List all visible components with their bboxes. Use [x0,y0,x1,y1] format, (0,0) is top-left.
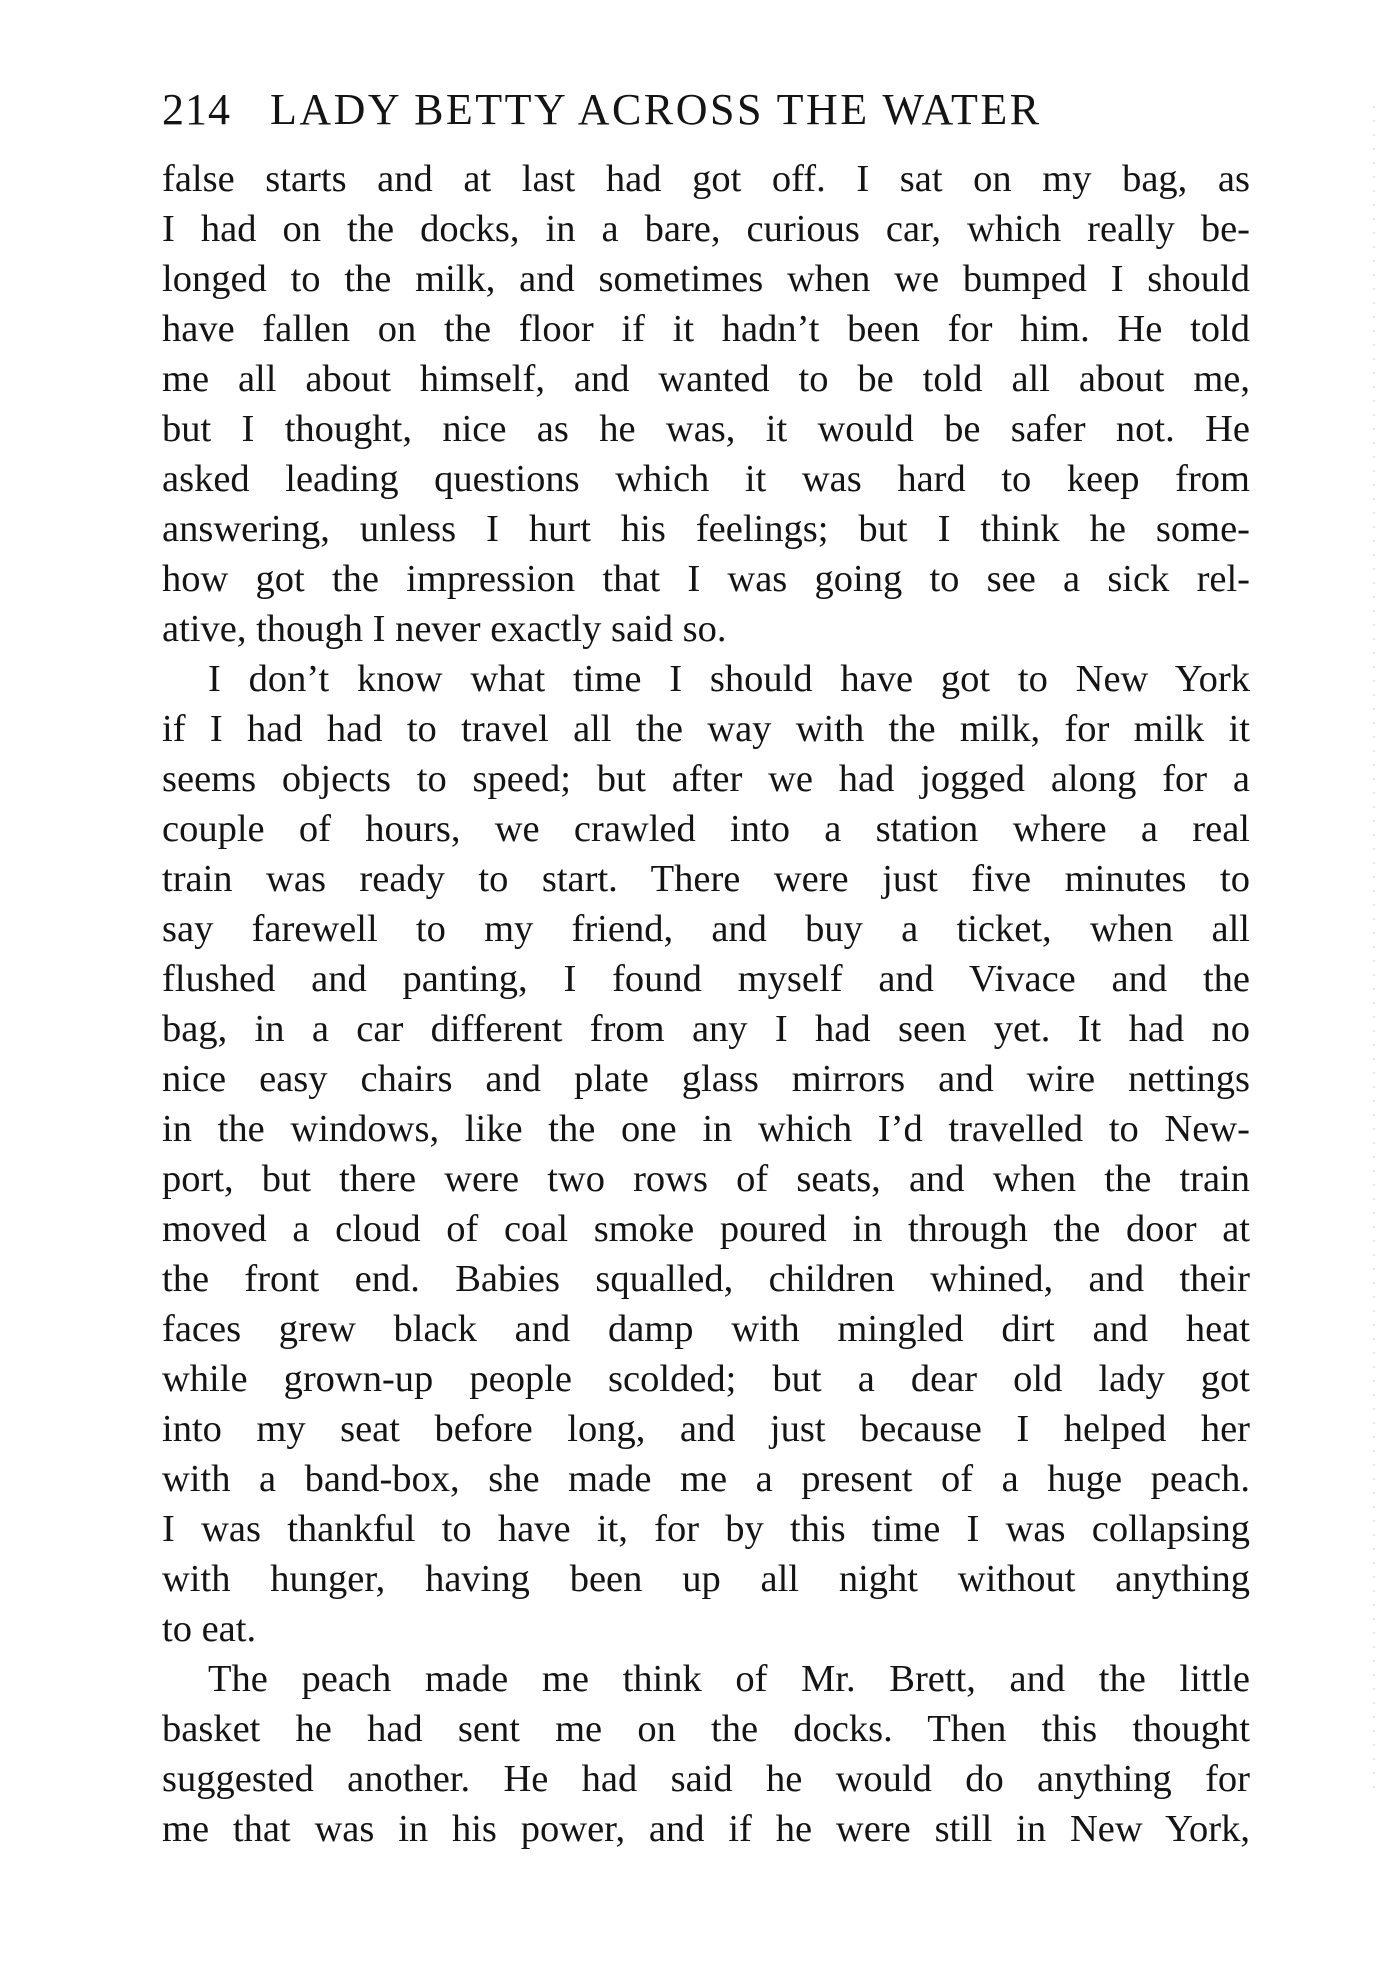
text-line: couple of hours, we crawled into a station where a real [162,808,1250,850]
text-line: the front end. Babies squalled, children whined, and their [162,1258,1250,1300]
text-line: false starts and at last had got off. I sat on my bag, as [162,158,1250,200]
page-number: 214 [162,85,231,134]
text-line: bag, in a car different from any I had seen yet. It had no [162,1008,1250,1050]
text-line: with a band-box, she made me a present of a huge peach. [162,1458,1250,1500]
text-line: ative, though I never exactly said so. [162,608,727,650]
text-line: moved a cloud of coal smoke poured in through the door at [162,1208,1250,1250]
text-line: flushed and panting, I found myself and Vivace and the [162,958,1250,1000]
text-line: I had on the docks, in a bare, curious car, which really be- [162,208,1250,250]
text-line: nice easy chairs and plate glass mirrors and wire nettings [162,1058,1250,1100]
text-line: if I had had to travel all the way with the milk, for milk it [162,708,1250,750]
text-line: faces grew black and damp with mingled dirt and heat [162,1308,1250,1350]
text-line: while grown-up people scolded; but a dear old lady got [162,1358,1250,1400]
text-line: port, but there were two rows of seats, and when the train [162,1158,1250,1200]
page-header [162,84,1162,144]
text-line: how got the impression that I was going to see a sick rel- [162,558,1250,600]
text-line: me that was in his power, and if he were still in New York, [162,1808,1250,1850]
text-line: basket he had sent me on the docks. Then this thought [162,1708,1250,1750]
text-line: say farewell to my friend, and buy a ticket, when all [162,908,1250,950]
text-line: in the windows, like the one in which I’d travelled to New- [162,1108,1250,1150]
text-line: but I thought, nice as he was, it would be safer not. He [162,408,1250,450]
text-line: answering, unless I hurt his feelings; but I think he some- [162,508,1250,550]
page-edge-shadow [1372,100,1376,1800]
text-line: to eat. [162,1608,257,1650]
body-text [162,154,1250,1854]
text-line: The peach made me think of Mr. Brett, and the little [208,1658,1250,1700]
text-line: I don’t know what time I should have got to New York [208,658,1250,700]
text-line: with hunger, having been up all night without anything [162,1558,1250,1600]
text-line: suggested another. He had said he would do anything for [162,1758,1250,1800]
text-line: seems objects to speed; but after we had jogged along for a [162,758,1250,800]
text-line: asked leading questions which it was hard to keep from [162,458,1250,500]
running-title: LADY BETTY ACROSS THE WATER [270,85,1042,134]
text-line: train was ready to start. There were just five minutes to [162,858,1250,900]
text-line: into my seat before long, and just because I helped her [162,1408,1250,1450]
text-line: I was thankful to have it, for by this time I was collapsing [162,1508,1250,1550]
text-line: me all about himself, and wanted to be told all about me, [162,358,1250,400]
text-line: have fallen on the floor if it hadn’t been for him. He told [162,308,1250,350]
text-line: longed to the milk, and sometimes when we bumped I should [162,258,1250,300]
